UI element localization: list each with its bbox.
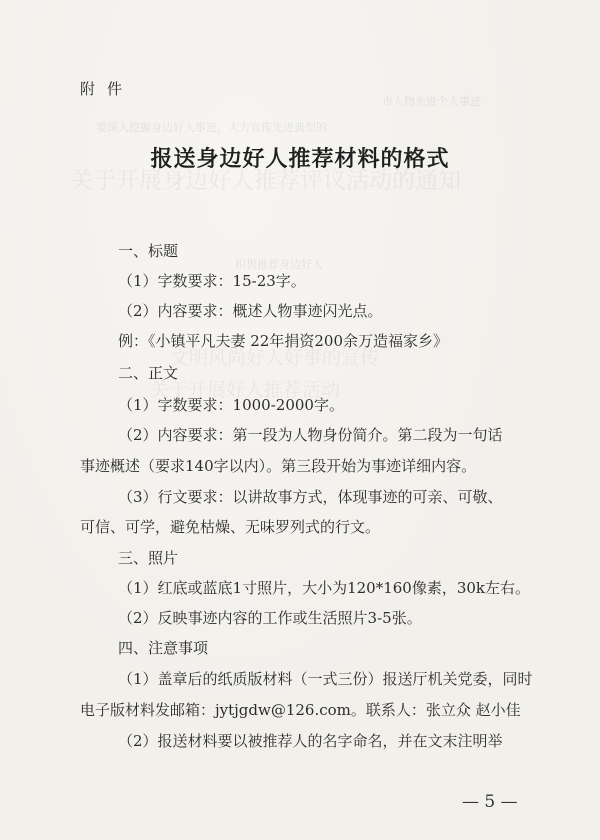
section1-item1: （1）字数要求：15-23字。 <box>118 272 306 290</box>
section-heading-body: 二、正文 <box>118 364 179 382</box>
section3-item1: （1）红底或蓝底1寸照片，大小为120*160像素，30k左右。 <box>118 579 531 597</box>
section2-item3-line2: 可信、可学，避免枯燥、无味罗列式的行文。 <box>80 518 381 536</box>
bleed-through-text: 积极推荐身边好人 <box>235 258 323 271</box>
attachment-label: 附件 <box>80 80 135 98</box>
section2-item3-line1: （3）行文要求：以讲故事方式，体现事迹的可亲、可敬、 <box>118 488 503 506</box>
section-heading-notes: 四、注意事项 <box>118 639 209 657</box>
bleed-through-text: 关于开展身边好人推荐评议活动的通知 <box>70 168 461 194</box>
section4-item1-line1: （1）盖章后的纸质版材料（一式三份）报送厅机关党委，同时 <box>118 670 533 688</box>
bleed-through-text: 关于开展好人推荐活动 <box>150 379 341 401</box>
section2-item2-line2: 事迹概述（要求140字以内）。第三段开始为事迹详细内容。 <box>80 457 477 475</box>
bleed-through-text: 文明风尚好人好事的宣传 <box>170 347 380 369</box>
page-number: — 5 — <box>462 792 518 812</box>
section3-item2: （2）反映事迹内容的工作或生活照片3-5张。 <box>118 609 422 627</box>
section1-example: 例：《小镇平凡夫妻 22年捐资200余万造福家乡》 <box>118 332 448 350</box>
section4-item2-line1: （2）报送材料要以被推荐人的名字命名，并在文末注明举 <box>118 732 503 750</box>
bleed-through-text: 要深入挖掘身边好人事迹，大力宣传先进典型的 <box>96 121 327 134</box>
section2-item2-line1: （2）内容要求：第一段为人物身份简介。第二段为一句话 <box>118 426 503 444</box>
document-title: 报送身边好人推荐材料的格式 <box>150 146 450 172</box>
section4-item1-line2: 电子版材料发邮箱：jytjgdw@126.com。联系人：张立众 赵小佳 <box>80 701 521 719</box>
section-heading-title: 一、标题 <box>118 242 179 260</box>
section2-item1: （1）字数要求：1000-2000字。 <box>118 396 344 414</box>
bleed-through-text: 市人物先进个人事迹 <box>382 95 481 108</box>
section-heading-photos: 三、照片 <box>118 549 179 567</box>
section1-item2: （2）内容要求：概述人物事迹闪光点。 <box>118 302 383 320</box>
